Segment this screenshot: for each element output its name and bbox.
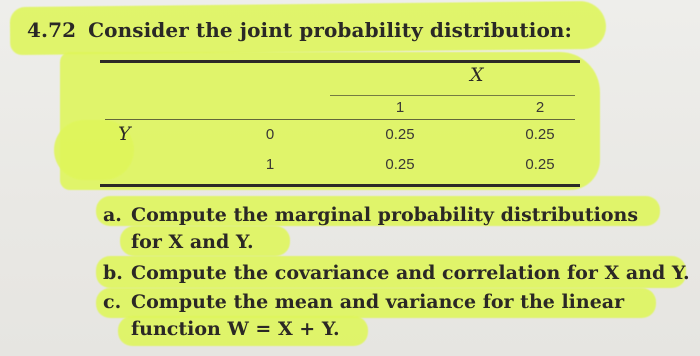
question-a-text: Compute the marginal probability distributions [131,204,639,226]
question-c-label: c. [103,291,122,313]
table-header-rule [105,119,575,120]
y-value-1: 1 [265,156,275,173]
question-c-text: Compute the mean and variance for the linear [131,291,625,313]
row-variable-label: Y [118,123,131,145]
problem-title: Consider the joint probability distribution: [88,18,573,42]
problem-heading [27,18,572,42]
column-header-rule [330,95,575,96]
x-value-2: 2 [535,99,545,116]
question-c [103,291,624,313]
table-top-rule [100,60,580,63]
question-b-label: b. [103,262,123,284]
question-a-label: a. [103,204,122,226]
problem-number: 4.72 [27,18,77,42]
table-cell: 0.25 [385,156,415,173]
question-a [103,204,638,226]
table-cell: 0.25 [525,126,555,143]
question-a-continuation: for X and Y. [131,231,254,253]
x-value-1: 1 [395,99,405,116]
question-c-continuation: function W = X + Y. [131,318,340,340]
question-b-text: Compute the covariance and correlation for X and Y. [131,262,690,284]
table-cell: 0.25 [385,126,415,143]
question-b [103,262,690,284]
table-cell: 0.25 [525,156,555,173]
table-bottom-rule [100,184,580,187]
y-value-0: 0 [265,126,275,143]
column-variable-label: X [470,64,484,86]
